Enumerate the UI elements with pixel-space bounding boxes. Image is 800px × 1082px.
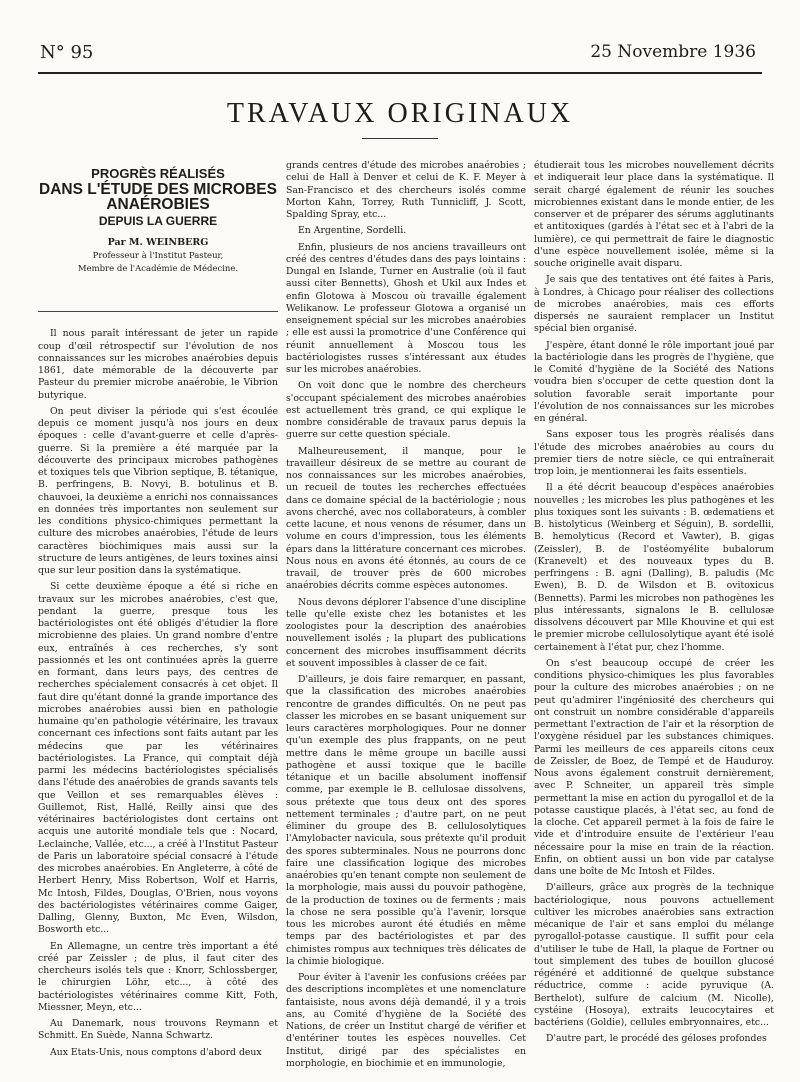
paragraph: Enfin, plusieurs de nos anciens travailleurs ont créé des centres d'études dans des pays lointains : Dungal en Islande, Turner en Australie (où il faut aussi citer Bennetts), Ghosh et Ukil aux Indes et enfin Glotowa à Moscou où travaille également Welikanow. Le professeur Glotowa a organisé un enseignement spécial sur les microbes anaérobies ; elle est aussi la promotrice d'une Conférence qui réunit annuellement à Moscou tous les bactériologistes russes s'intéressant aux études sur les microbes anaérobies. bbox=[286, 241, 526, 375]
paragraph: D'autre part, le procédé des géloses profondes bbox=[546, 1033, 767, 1045]
paragraph: Il nous paraît intéressant de jeter un rapide coup d'œil rétrospectif sur l'évolution de nos connaissances sur les microbes anaérobies depuis 1861, date mémorable de la découverte par Pasteur du premier microbe anaérobie, le Vibrion butyrique. bbox=[38, 328, 278, 401]
paragraph: Il a été décrit beaucoup d'espèces anaérobies nouvelles ; les microbes les plus pathogènes et les plus toxiques sont les suivants : B. œdematiens et B. histolyticus (Weinberg et Séguin), B. sordellii, B. hemolyticus (Record et Vawter), B. gigas (Zeissler), B. de l'ostéomyélite bubalorum (Kranevelt) et des nouveaux types du B. perfringens : B. agni (Dalling), B. paludis (Mc Ewen), B. D. de Wilsdon et B. ovitoxicus (Bennetts). Parmi les microbes non pathogènes les plus intéressants, signalons le B. cellulosæ dissolvens découvert par Mlle Khouvine et qui est le premier microbe cellulosolytique ayant été isolé certainement à l'état pur, chez l'homme. bbox=[534, 482, 774, 653]
header-rule bbox=[38, 72, 762, 74]
issue-number: N° 95 bbox=[40, 42, 94, 63]
paragraph: En Allemagne, un centre très important a été créé par Zeissler ; de plus, il faut citer des chercheurs isolés tels que : Knorr, Schlossberger, le chirurgien Löhr, etc..., à côté des bactériologistes vétérinaires comme Kitt, Foth, Miessner, Meyn, etc... bbox=[38, 940, 278, 1013]
paragraph: On peut diviser la période qui s'est écoulée depuis ce moment jusqu'à nos jours en deux époques : celle d'avant-guerre et celle d'après-guerre. Si la première a été marquée par la découverte des principaux microbes pathogènes et toxiques tels que Vibrion septique, B. tétanique, B. perfringens, B. Novyi, B. botulinus et B. chauvoei, la deuxième a enrichi nos connaissances en données très importantes non seulement sur les conditions physico-chimiques permettant la culture des microbes anaérobies, l'étude de leurs caractères biochimiques mais aussi sur la structure de leurs antigènes, de leurs toxines ainsi que sur leur position dans la systématique. bbox=[38, 405, 278, 576]
paragraph: Nous devons déplorer l'absence d'une discipline telle qu'elle existe chez les botanistes et les zoologistes pour la description des anaérobies nouvellement isolés ; la plupart des publications concernent des microbes insuffisamment décrits et souvent impossibles à classer de ce fait. bbox=[286, 596, 526, 669]
article-title bbox=[38, 168, 278, 227]
section-title: TRAVAUX ORIGINAUX bbox=[226, 98, 574, 129]
paragraph: Si cette deuxième époque a été si riche en travaux sur les microbes anaérobies, c'est que, pendant la guerre, presque tous les bactériologistes ont été obligés d'étudier la flore microbienne des plaies. Un grand nombre d'entre eux, entraînés à ces recherches, s'y sont passionnés et les ont continuées après la guerre en formant, dans leurs pays, des centres de recherches spécialement consacrés à cet objet. Il faut dire qu'étant donné la grande importance des microbes anaérobies aussi bien en pathologie humaine qu'en pathologie vétérinaire, les travaux concernant ces infections sont faits autant par les médecins que par les vétérinaires bactériologistes. La France, qui comptait déjà parmi les médecins bactériologistes spécialisés dans l'étude des anaérobies de grands savants tels que Veillon et ses remarquables élèves : Guillemot, Rist, Hallé, Reilly ainsi que des vétérinaires bactériologistes dont certains ont acquis une autorité mondiale tels que : Nocard, Leclainche, Vallée, etc..., a créé à l'Institut Pasteur de Paris un laboratoire spécial consacré à l'étude des microbes anaérobies. En Angleterre, à côté de Herbert Henry, Miss Robertson, Wolf et Harris, Mc Intosh, Fildes, Douglas, O'Brien, nous voyons des bactériologistes vétérinaires comme Gaiger, Dalling, Glenny, Buxton, Mc Even, Wilsdon, Bosworth etc... bbox=[38, 581, 278, 936]
column-2 bbox=[286, 160, 526, 1074]
issue-date: 25 Novembre 1936 bbox=[590, 42, 756, 62]
paragraph: Au Danemark, nous trouvons Reymann et Schmitt. En Suède, Nanna Schwartz. bbox=[38, 1018, 278, 1042]
title-separator bbox=[38, 311, 278, 312]
article-title-line: DEPUIS LA GUERRE bbox=[98, 213, 218, 228]
paragraph: En Argentine, Sordelli. bbox=[298, 225, 407, 237]
paragraph: Je sais que des tentatives ont été faites à Paris, à Londres, à Chicago pour réaliser des collections de microbes anaérobies, mais ces efforts dispersés ne sauraient remplacer un Institut spécial bien organisé. bbox=[534, 274, 774, 335]
paragraph: Aux Etats-Unis, nous comptons d'abord deux bbox=[50, 1046, 262, 1058]
paragraph: étudierait tous les microbes nouvellement décrits et indiquerait leur place dans la systématique. Il serait chargé également de réunir les souches microbiennes existant dans le monde entier, de les conserver et de préparer des sérums agglutinants et antitoxiques (gardés à l'état sec et à l'abri de la lumière), ce qui permettrait de faire le diagnostic d'une espèce nouvellement isolée, même si la souche originelle avait disparu. bbox=[534, 160, 774, 269]
article-title-line: ANAÉROBIES bbox=[106, 195, 210, 213]
paragraph: Malheureusement, il manque, pour le travailleur désireux de se mettre au courant de nos connaissances sur les microbes anaérobies, un recueil de toutes les recherches effectuées dans ce domaine spécial de la bactériologie ; nous avons cherché, avec nos collaborateurs, à combler cette lacune, et nous venons de résumer, dans un volume en cours d'impression, tous les éléments épars dans la littérature concernant ces microbes. Nous nous en avons été étonnés, au cours de ce travail, de trouver près de 600 microbes anaérobies décrits comme espèces autonomes. bbox=[286, 445, 526, 592]
article-title-line: DANS L'ÉTUDE DES MICROBES bbox=[39, 181, 277, 199]
column-1 bbox=[38, 160, 278, 1063]
paragraph: On s'est beaucoup occupé de créer les conditions physico-chimiques les plus favorables pour la culture des microbes anaérobies ; on ne peut qu'admirer l'ingéniosité des chercheurs qui ont construit un nombre considérable d'appareils permettant l'extraction de l'air et la résorption de l'oxygène résiduel par les substances chimiques. Parmi les meilleurs de ces appareils citons ceux de Zeissler, de Boez, de Tempé et de Hauduroy. Nous avons également construit dernièrement, avec P. Schneiter, un appareil très simple permettant la mise en action du pyrogallol et de la potasse caustique placés, à l'état sec, au fond de la cloche. Cet appareil permet à la fois de faire le vide et d'introduire ensuite de l'extérieur l'eau nécessaire pour la mise en train de la réaction. Enfin, on obtient aussi un bon vide par catalyse dans une boîte de Mc Intosh et Fildes. bbox=[534, 657, 774, 877]
paragraph: D'ailleurs, grâce aux progrès de la technique bactériologique, nous pouvons actuellement cultiver les microbes anaérobies sans extraction mécanique de l'air et sans emploi du mélange pyrogallol-potasse caustique. Il suffit pour cela d'utiliser le tube de Hall, la plaque de Fortner ou tout simplement des tubes de bouillon glucosé régénéré et additionné de quelque substance réductrice, comme : acide pyruvique (A. Berthelot), sulfure de calcium (M. Nicolle), cystéine (Hosoya), extraits leucocytaires et bactériens (Goldie), cellules embryonnaires, etc... bbox=[534, 882, 774, 1028]
paragraph: J'espère, étant donné le rôle important joué par la bactériologie dans les progrès de l'hygiène, que le Comité d'hygiène de la Société des Nations voudra bien s'occuper de cette question dont la solution favorable serait importante pour l'évolution de nos connaissances sur les microbes en général. bbox=[534, 339, 774, 424]
paragraph: Sans exposer tous les progrès réalisés dans l'étude des microbes anaérobies au cours du premier tiers de notre siècle, ce qui entraînerait trop loin, je mentionnerai les faits essentiels. bbox=[534, 429, 774, 477]
paragraph: Pour éviter à l'avenir les confusions créées par des descriptions incomplètes et une nomenclature fantaisiste, nous avons déjà demandé, il y a trois ans, au Comité d'hygiène de la Société des Nations, de créer un Institut chargé de vérifier et d'entériner toutes les espèces nouvelles. Cet Institut, dirigé par des spécialistes en morphologie, en biochimie et en immunologie, bbox=[286, 972, 526, 1069]
column-3 bbox=[534, 160, 774, 1050]
article-title-line: PROGRÈS RÉALISÉS bbox=[91, 166, 225, 181]
paragraph: grands centres d'étude des microbes anaérobies ; celui de Hall à Denver et celui de K. F. Meyer à San-Francisco et des chercheurs isolés comme Morton Kahn, Torrey, Ruth Tunnicliff, J. Scott, Spalding Spray, etc... bbox=[286, 160, 526, 220]
author-affiliation: Professeur à l'Institut Pasteur, bbox=[92, 251, 224, 262]
section-title-rule bbox=[362, 138, 438, 139]
paragraph: D'ailleurs, je dois faire remarquer, en passant, que la classification des microbes anaérobies rencontre de grandes difficultés. On ne peut pas classer les microbes en se basant uniquement sur leurs caractères morphologiques. Pour ne donner qu'un exemple des plus frappants, on ne peut mettre dans le même groupe un bacille aussi pathogène et aussi toxique que le bacille tétanique et un bacille absolument inoffensif comme, par exemple le B. cellulosae dissolvens, sous prétexte que tous deux ont des spores nettement terminales ; d'autre part, on ne peut éliminer du groupe des B. cellulosolytiques l'Amylobacter navicula, sous prétexte qu'il produit des spores subterminales. Nous ne pourrons donc faire une classification logique des microbes anaérobies qu'en tenant compte non seulement de la morphologie, mais aussi du pouvoir pathogène, de la production de toxines ou de ferments ; mais la chose ne sera possible qu'à l'avenir, lorsque tous les microbes auront été étudiés en même temps par des bactériologistes et par des chimistes rompus aux techniques très délicates de la chimie biologique. bbox=[286, 674, 526, 967]
article-byline: Par M. WEINBERG bbox=[107, 237, 209, 248]
paragraph: On voit donc que le nombre des chercheurs s'occupant spécialement des microbes anaérobies est actuellement très grand, ce qui explique le nombre considérable de travaux parus depuis la guerre sur cette question spéciale. bbox=[286, 380, 526, 441]
author-affiliation: Membre de l'Académie de Médecine. bbox=[77, 264, 239, 275]
